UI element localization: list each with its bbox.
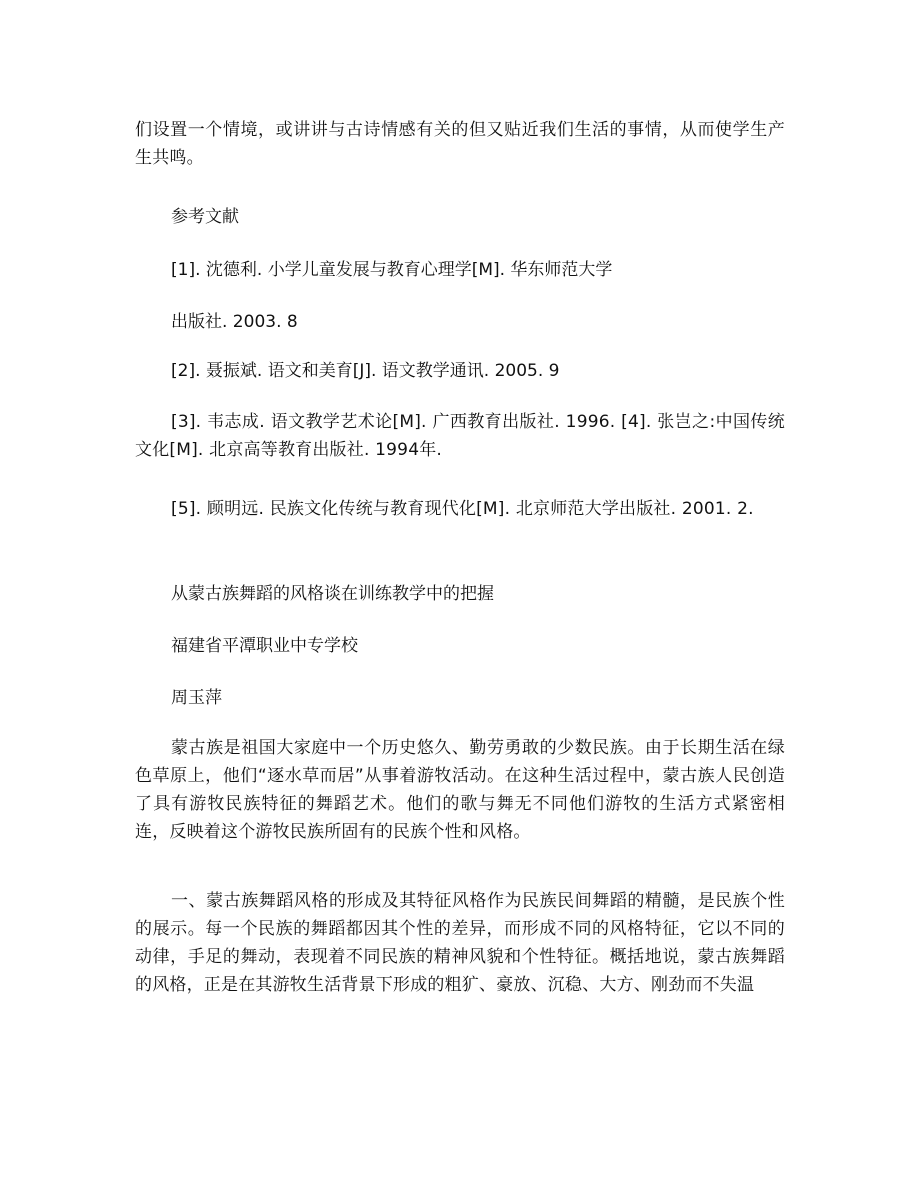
reference-3-4: [3]. 韦志成. 语文教学艺术论[M]. 广西教育出版社. 1996. [4]. 张岂之:中国传统文化[M]. 北京高等教育出版社. 1994年. xyxy=(135,412,785,460)
body-paragraph-2: 一、蒙古族舞蹈风格的形成及其特征风格作为民族民间舞蹈的精髓，是民族个性的展示。每一个民族的舞蹈都因其个性的差异，而形成不同的风格特征，它以不同的动律，手足的舞动，表现着不同民族的精神风貌和个性特征。概括地说，蒙古族舞蹈的风格，正是在其游牧生活背景下形成的粗犷、豪放、沉稳、大方、刚劲而不失温 xyxy=(135,891,785,995)
reference-5: [5]. 顾明远. 民族文化传统与教育现代化[M]. 北京师范大学出版社. 2001. 2. xyxy=(171,499,754,519)
reference-2: [2]. 聂振斌. 语文和美育[J]. 语文教学通讯. 2005. 9 xyxy=(171,361,560,381)
reference-1-line-1: [1]. 沈德利. 小学儿童发展与教育心理学[M]. 华东师范大学 xyxy=(171,260,613,280)
author-school: 福建省平潭职业中专学校 xyxy=(171,636,358,656)
reference-1-line-2: 出版社. 2003. 8 xyxy=(171,312,298,332)
article-title: 从蒙古族舞蹈的风格谈在训练教学中的把握 xyxy=(171,584,494,604)
author-name: 周玉萍 xyxy=(171,688,222,708)
intro-paragraph-tail: 们设置一个情境，或讲讲与古诗情感有关的但又贴近我们生活的事情，从而使学生产生共鸣。 xyxy=(135,120,785,168)
references-heading: 参考文献 xyxy=(171,207,239,227)
body-paragraph-1: 蒙古族是祖国大家庭中一个历史悠久、勤劳勇敢的少数民族。由于长期生活在绿色草原上，他们“逐水草而居”从事着游牧活动。在这种生活过程中，蒙古族人民创造了具有游牧民族特征的舞蹈艺术。他们的歌与舞无不同他们游牧的生活方式紧密相连，反映着这个游牧民族所固有的民族个性和风格。 xyxy=(135,738,785,842)
